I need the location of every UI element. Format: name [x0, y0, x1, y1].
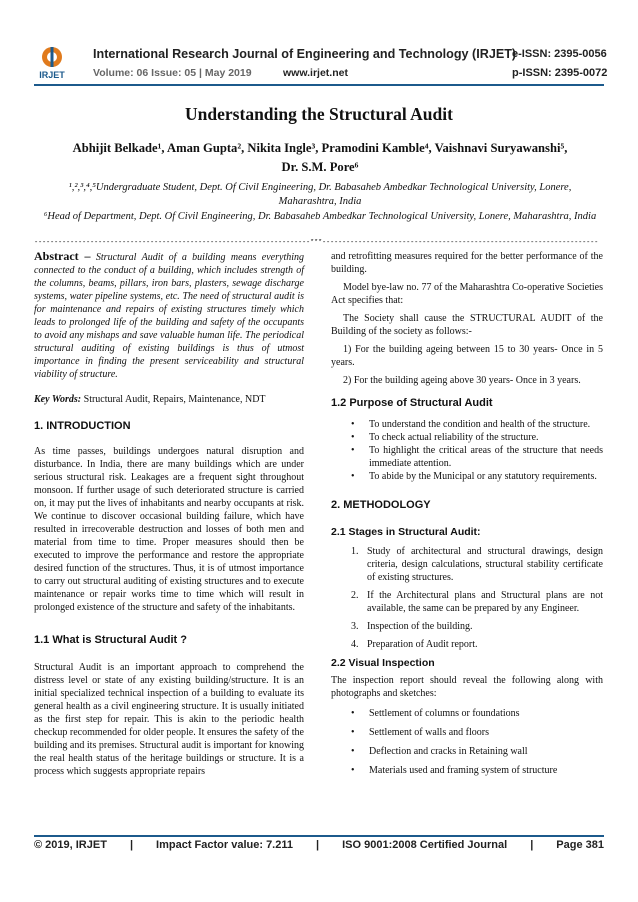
- bullet-icon: •: [351, 432, 355, 443]
- abstract-label: Abstract –: [34, 249, 91, 263]
- intro-heading: 1. INTRODUCTION: [34, 420, 131, 432]
- visual-heading: 2.2 Visual Inspection: [331, 657, 435, 669]
- bullet-icon: •: [351, 727, 355, 738]
- right-column: [331, 250, 603, 777]
- authors-line-1: Abhijit Belkade¹, Aman Gupta², Nikita Ingle³, Pramodini Kamble⁴, Vaishnavi Suryawanshi⁵,: [72, 141, 568, 155]
- page-footer: [34, 839, 604, 851]
- footer-separator: |: [530, 839, 534, 851]
- iso-certification: ISO 9001:2008 Certified Journal: [342, 839, 508, 851]
- header-rule: [34, 84, 604, 86]
- list-item: • Settlement of columns or foundations: [341, 707, 603, 720]
- visual-text: The inspection report should reveal the following along with photographs and sketches:: [331, 675, 603, 699]
- rule-2: 2) For the building ageing above 30 years- Once in 3 years.: [343, 375, 581, 386]
- list-item: • Materials used and framing system of structure: [341, 764, 603, 777]
- society-text: The Society shall cause the STRUCTURAL AUDIT of the Building of the society as follows:-: [331, 313, 603, 337]
- abstract-text: Structural Audit of a building means everything connected to the conduct of a building, which includes strength of the columns, beams, pillars, iron bars, plasters, sewage discharge systems, water pipeline systems, etc. The need of structural audit is for maintenance and repairs of existing structures timely which leads to prolonged life of the building and safety of the occupants to avoid any mishaps and save valuable human life. The periodical structural auditing of existing buildings is thus of utmost importance in finding the present serviceability and structural viability of structure.: [34, 252, 305, 380]
- list-item: • Settlement of walls and floors: [341, 726, 603, 739]
- continuation-text: and retrofitting measures required for the better performance of the building.: [331, 251, 603, 275]
- authors: [40, 139, 600, 177]
- list-item: • Deflection and cracks in Retaining wall: [341, 745, 603, 758]
- footer-separator: |: [316, 839, 320, 851]
- stages-heading: 2.1 Stages in Structural Audit:: [331, 526, 481, 538]
- list-item: 3. Inspection of the building.: [351, 621, 473, 632]
- keywords-label: Key Words:: [34, 394, 82, 405]
- volume-issue: Volume: 06 Issue: 05 | May 2019: [93, 67, 252, 79]
- logo-text: IRJET: [39, 70, 65, 80]
- footer-separator: |: [129, 839, 134, 851]
- list-item: 4. Preparation of Audit report.: [351, 639, 478, 650]
- list-item: • To highlight the critical areas of the structure that needs immediate attention.: [341, 444, 603, 470]
- bullet-icon: •: [351, 746, 355, 757]
- purpose-heading: 1.2 Purpose of Structural Audit: [331, 397, 493, 409]
- purpose-list: [331, 418, 603, 483]
- irjet-logo: [34, 44, 70, 80]
- paper-title: Understanding the Structural Audit: [185, 104, 453, 124]
- bullet-icon: •: [351, 445, 355, 456]
- list-item: 2. If the Architectural plans and Structural plans are not available, the same can be prepared by any Engineer.: [351, 590, 603, 614]
- journal-name: International Research Journal of Engineering and Technology (IRJET): [93, 47, 517, 61]
- stages-list: [331, 545, 603, 651]
- page-number: Page 381: [556, 839, 604, 851]
- section-separator: ---------------------------------------------------------------------***---------------------------------------------------------------------: [34, 239, 599, 247]
- left-column: [34, 250, 304, 778]
- visual-list: [331, 707, 603, 777]
- journal-website[interactable]: www.irjet.net: [283, 67, 348, 79]
- keywords: [34, 393, 304, 406]
- copyright: © 2019, IRJET: [34, 839, 107, 851]
- abstract: [34, 250, 304, 381]
- authors-line-2: Dr. S.M. Pore⁶: [281, 160, 359, 174]
- intro-text: As time passes, buildings undergoes natural disruption and disturbance. In India, there are many buildings which are under serious structural risk. Leakages are a frequent sight throughout monsoon. If further usage of such deteriorated structure is carried on, it may put the lives of inhabitants and nearby occupants at risk. We continue to discover occasional building failure, which have resulted in irrecoverable destruction and losses of both men and material from time to time. Proper measures should then be executed to improve the performance and restore the appropriate desired function of the structures. Thus, it is of utmost importance to carry out structural auditing of existing structures and to execute maintenance or repair works time to time which will result in prolonged existence of the structure and safety of the inhabitants.: [34, 446, 304, 613]
- what-text: Structural Audit is an important approach to comprehend the distress level or state of any existing building/structure. It is an initial specialized technical inspection of a building to evaluate its general health as a civil engineering structure. It is usually initiated as the first step for repair. This is akin to the periodic health checkup recommended for older people. It ensures the safety of the building and its premises. Structural audit is important for knowing the real health status of the heritage buildings or structure. It is a process which suggests appropriate repairs: [34, 662, 304, 777]
- bylaw-text: Model bye-law no. 77 of the Maharashtra Co-operative Societies Act specifies that:: [331, 282, 603, 306]
- rule-1: 1) For the building ageing between 15 to 30 years- Once in 5 years.: [331, 344, 603, 368]
- list-item: • To understand the condition and health of the structure.: [341, 418, 603, 431]
- affiliation-students: ¹,²,³,⁴,⁵Undergraduate Student, Dept. Of Civil Engineering, Dr. Babasaheb Ambedkar Technological University, Lonere, Maharashtra, India: [68, 182, 572, 207]
- footer-rule: [34, 835, 604, 837]
- bullet-icon: •: [351, 708, 355, 719]
- bullet-icon: •: [351, 765, 355, 776]
- list-item: • To abide by the Municipal or any statutory requirements.: [341, 470, 603, 483]
- methodology-heading: 2. METHODOLOGY: [331, 499, 431, 511]
- list-item: • To check actual reliability of the structure.: [341, 431, 603, 444]
- what-heading: 1.1 What is Structural Audit ?: [34, 634, 187, 646]
- e-issn: e-ISSN: 2395-0056: [512, 48, 607, 60]
- bullet-icon: •: [351, 471, 355, 482]
- impact-factor: Impact Factor value: 7.211: [156, 839, 293, 851]
- keywords-text: Structural Audit, Repairs, Maintenance, NDT: [83, 394, 266, 405]
- list-item: 1. Study of architectural and structural drawings, design criteria, design calculations, structural stability certificate of existing structures.: [351, 546, 603, 583]
- affiliation-hod: ⁶Head of Department, Dept. Of Civil Engineering, Dr. Babasaheb Ambedkar Technological University, Lonere, Maharashtra, India: [43, 211, 597, 222]
- p-issn: p-ISSN: 2395-0072: [512, 67, 608, 79]
- bullet-icon: •: [351, 419, 355, 430]
